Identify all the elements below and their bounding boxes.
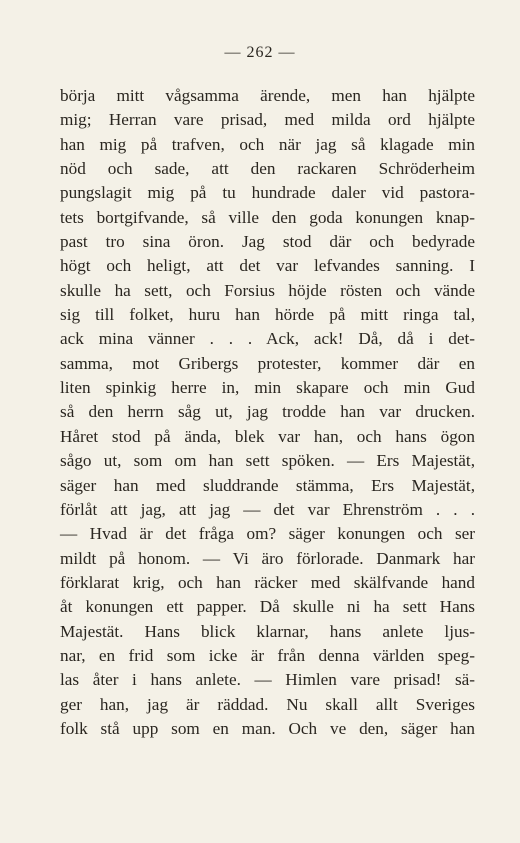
text-line: nöd och sade, att den rackaren Schröderheim bbox=[60, 159, 475, 179]
text-line: så den herrn såg ut, jag trodde han var drucken. bbox=[60, 402, 475, 422]
text-line: tets bortgifvande, så ville den goda konungen knap- bbox=[60, 207, 475, 227]
text-line: — Hvad är det fråga om? säger konungen och ser bbox=[60, 524, 475, 544]
text-line: ack mina vänner . . . Ack, ack! Då, då i det- bbox=[60, 329, 475, 349]
body-text bbox=[60, 84, 475, 741]
text-line: liten spinkig herre in, min skapare och min Gud bbox=[60, 378, 475, 398]
text-line: sig till folket, huru han hörde på mitt ringa tal, bbox=[60, 305, 475, 325]
text-line: åt konungen ett papper. Då skulle ni ha sett Hans bbox=[60, 597, 475, 617]
text-line: mildt på honom. — Vi äro förlorade. Danmark har bbox=[60, 548, 475, 568]
text-line: ger han, jag är räddad. Nu skall allt Sveriges bbox=[60, 694, 475, 714]
text-line: samma, mot Gribergs protester, kommer där en bbox=[60, 353, 475, 373]
text-line: sågo ut, som om han sett spöken. — Ers Majestät, bbox=[60, 451, 475, 471]
text-line: pungslagit mig på tu hundrade daler vid pastora- bbox=[60, 183, 475, 203]
text-line: han mig på trafven, och när jag så klagade min bbox=[60, 134, 475, 154]
text-line: Håret stod på ända, blek var han, och hans ögon bbox=[60, 426, 475, 446]
text-line: förklarat krig, och han räcker med skälfvande hand bbox=[60, 572, 475, 592]
page-number: — 262 — bbox=[224, 44, 296, 61]
text-line: Majestät. Hans blick klarnar, hans anlete ljus- bbox=[60, 621, 475, 641]
text-line: mig; Herran vare prisad, med milda ord hjälpte bbox=[60, 110, 475, 130]
text-line: past tro sina öron. Jag stod där och bedyrade bbox=[60, 232, 475, 252]
text-line: förlåt att jag, att jag — det var Ehrenström . . . bbox=[60, 499, 475, 519]
text-line: skulle ha sett, och Forsius höjde rösten och vände bbox=[60, 280, 475, 300]
text-line: högt och heligt, att det var lefvandes sanning. I bbox=[60, 256, 475, 276]
text-line: folk stå upp som en man. Och ve den, säger han bbox=[60, 718, 475, 738]
text-line: las åter i hans anlete. — Himlen vare prisad! sä- bbox=[60, 670, 475, 690]
text-line: nar, en frid som icke är från denna världen speg- bbox=[60, 645, 475, 665]
text-line: säger han med sluddrande stämma, Ers Majestät, bbox=[60, 475, 475, 495]
text-line: börja mitt vågsamma ärende, men han hjälpte bbox=[60, 86, 475, 105]
